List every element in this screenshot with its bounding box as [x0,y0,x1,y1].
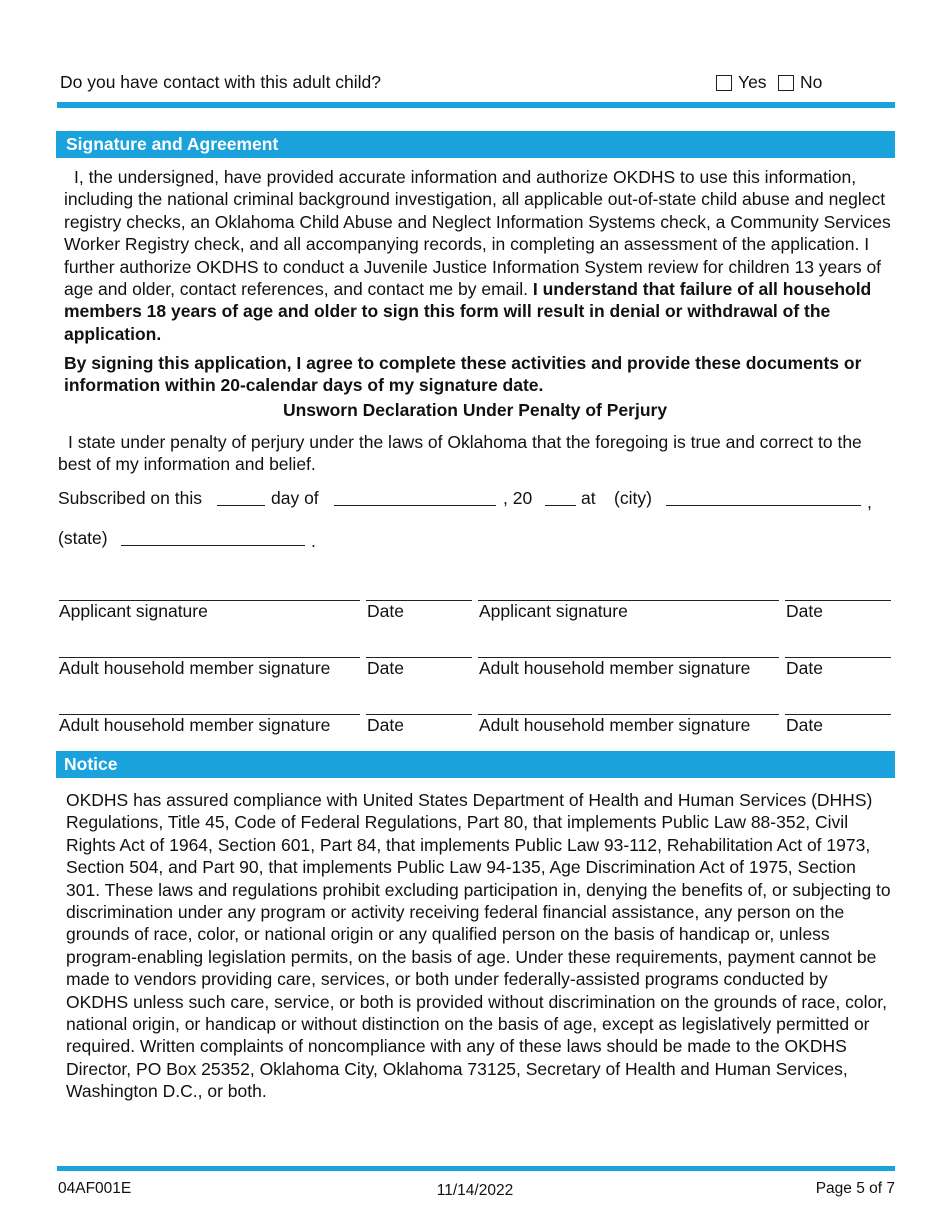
adult-signature-label: Adult household member signature [479,715,751,735]
city-label: (city) [614,488,652,508]
consent-paragraph [64,166,894,345]
month-field[interactable] [334,505,496,506]
consent-bold-text: I understand that failure of all household members 18 years of age and older to sign this form will result in denial or withdrawal of the application. [64,279,872,344]
penalty-text: I state under penalty of perjury under the laws of Oklahoma that the foregoing is true and correct to the best of my information and belief. [58,432,862,475]
form-number: 04AF001E [58,1180,132,1197]
consent-text: I, the undersigned, have provided accurate information and authorize OKDHS to use this information, including the national criminal background investigation, all applicable out-of-state child abuse and neglect registry checks, an Oklahoma Child Abuse and Neglect Information Systems check, a Community Services Worker Registry check, and all accompanying records, in completing an assessment of the application. I further authorize OKDHS to conduct a Juvenile Justice Information System review for children 13 years of age and older, contact references, and contact me by email. [64,167,891,300]
state-line [0,526,950,556]
subscribed-prefix: Subscribed on this [58,488,202,508]
date-label: Date [786,658,823,678]
yes-option[interactable] [716,72,767,93]
declaration-heading: Unsworn Declaration Under Penalty of Perjury [282,400,668,420]
commitment-paragraph: By signing this application, I agree to complete these activities and provide these documents or information within 20-calendar days of my signature date. [64,353,862,396]
signature-row-applicant [0,600,950,630]
date-label: Date [367,658,404,678]
adult-child-contact-question [60,70,895,94]
footer-divider [57,1166,895,1171]
notice-paragraph: OKDHS has assured compliance with United States Department of Health and Human Services (DHHS) Regulations, Title 45, Code of Federal Regulations, Part 80, that implements Public Law 88-352, Civil Rights Act of 1964, Section 601, Part 84, that implements Public Law 93-112, Rehabilitation Act of 1973, Section 504, and Part 90, that implements Public Law 94-135, Age Discrimination Act of 1975, Section 301. These laws and regulations prohibit excluding participation in, denying the benefits of, or subjecting to discrimination under any program or activity receiving federal financial assistance, any person on the grounds of race, color, or national origin or any qualified person on the basis of handicap or, unless program-enabling legislation permits, on the basis of age. Under these requirements, payment cannot be made to vendors providing care, services, or both under federally-assisted programs conducted by OKDHS unless such care, service, or both is provided without discrimination on the grounds of race, color, national origin, or handicap or without distinction on the basis of age, except as legislatively permitted or required. Written complaints of noncompliance with any of these laws should be made to the OKDHS Director, PO Box 25352, Oklahoma City, Oklahoma 73125, Secretary of Health and Human Services, Washington D.C., or both. [66,790,891,1102]
city-field[interactable] [666,505,861,506]
revision-date: 11/14/2022 [436,1182,514,1199]
no-option[interactable] [778,72,822,93]
adult-signature-label: Adult household member signature [59,658,331,678]
adult-signature-label: Adult household member signature [59,715,331,735]
date-label: Date [786,601,823,621]
question-text: Do you have contact with this adult child? [60,72,382,92]
yes-label: Yes [738,72,767,92]
date-label: Date [367,715,404,735]
state-field[interactable] [121,545,305,546]
signature-section-header: Signature and Agreement [56,131,895,158]
no-label: No [800,72,823,92]
year-prefix-label: , 20 [503,488,533,508]
signature-row-adult-2 [0,714,950,744]
section-divider [57,102,895,108]
state-period: . [311,531,316,551]
day-field[interactable] [217,505,265,506]
date-label: Date [367,601,404,621]
date-label: Date [786,715,823,735]
applicant-signature-label: Applicant signature [479,601,628,621]
yes-checkbox[interactable] [716,75,732,91]
applicant-signature-label: Applicant signature [59,601,208,621]
state-label: (state) [58,528,108,548]
city-comma: , [867,492,872,512]
no-checkbox[interactable] [778,75,794,91]
notice-section-header: Notice [56,751,895,778]
penalty-paragraph [58,431,894,476]
at-label: at [581,488,596,508]
subscribed-line [0,486,950,516]
day-of-label: day of [271,488,319,508]
adult-signature-label: Adult household member signature [479,658,751,678]
page-number: Page 5 of 7 [815,1180,895,1197]
signature-row-adult-1 [0,657,950,687]
year-field[interactable] [545,505,576,506]
